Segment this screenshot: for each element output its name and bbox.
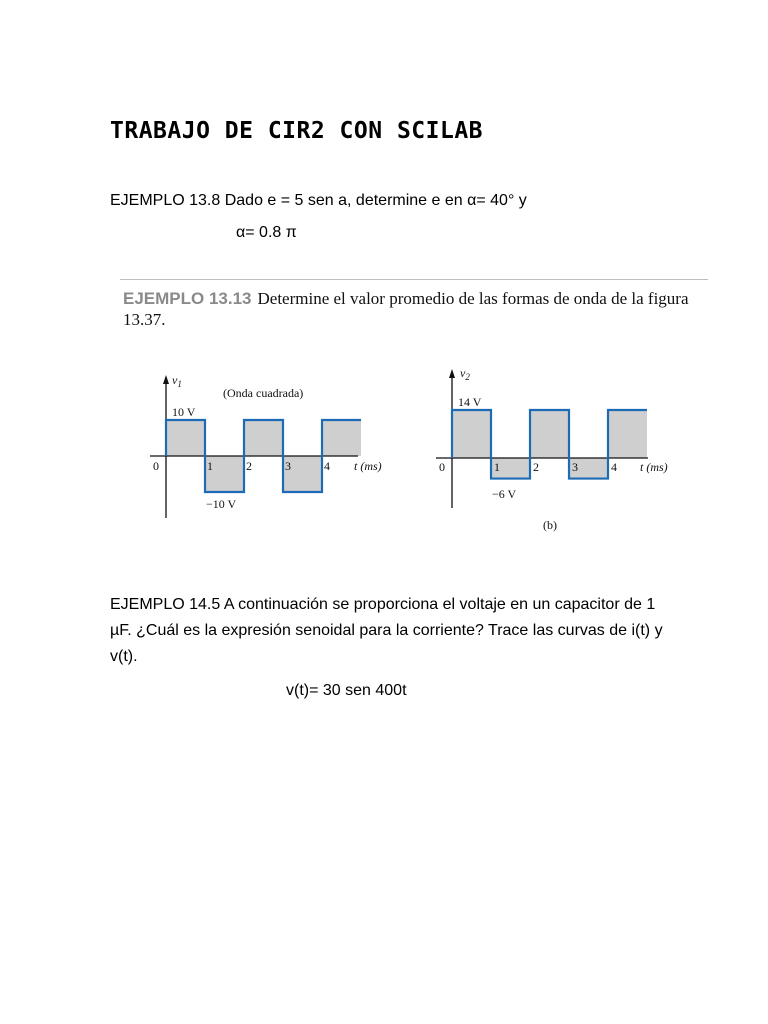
figure-b-waveform-chart [120,276,710,532]
figure-a-tick-2: 2 [246,459,252,473]
figure-b-tick-2: 2 [533,460,539,474]
figure-b-low-label: −6 V [492,487,517,501]
example-13-8-equation: α= 0.8 π [236,224,297,241]
figure-a-y-label: $v_1$ [172,373,182,389]
figure-a-tick-1: 1 [207,459,213,473]
figure-b-tick-3: 3 [572,460,578,474]
figure-a-low-label: −10 V [206,497,237,511]
figure-a-tick-3: 3 [285,459,291,473]
figure-b-segment-3 [530,410,569,458]
figure-b-shaded-area [452,410,647,479]
figure-b-tick-4: 4 [611,460,617,474]
figure-a-x-label: t (ms) [354,459,382,473]
figure-a-tick-4: 4 [324,459,330,473]
figure-b-origin-label: 0 [439,460,445,474]
scan-example-tag: EJEMPLO 13.13 [123,289,252,308]
figure-b-tick-1: 1 [494,460,500,474]
figure-b-y-arrow [449,369,455,378]
scanned-example-13-13 [120,276,710,532]
figure-b-part-label: (b) [543,518,557,532]
scan-example-text: Determine el valor promedio de las formas de onda de la figura 13.37. [123,289,689,329]
example-14-5-text: EJEMPLO 14.5 A continuación se proporciona el voltaje en un capacitor de 1 µF. ¿Cuál es la expresión senoidal para la corriente? Trace las curvas de i(t) y v(t). [110,596,663,665]
figure-a-high-label: 10 V [172,405,196,419]
figure-a-caption: (Onda cuadrada) [223,386,304,400]
figure-b-segment-1 [452,410,491,458]
figure-b-segment-5 [608,410,647,458]
example-14-5-equation: v(t)= 30 sen 400t [286,682,407,699]
figure-b-y-label: $v_2$ [460,366,470,382]
example-13-8-text: EJEMPLO 13.8 Dado e = 5 sen a, determine e en α= 40° y [110,192,527,209]
figure-b-x-label: t (ms) [640,460,668,474]
figure-a-origin-label: 0 [153,459,159,473]
page-title: TRABAJO DE CIR2 CON SCILAB [110,118,484,144]
figure-b-high-label: 14 V [458,395,482,409]
